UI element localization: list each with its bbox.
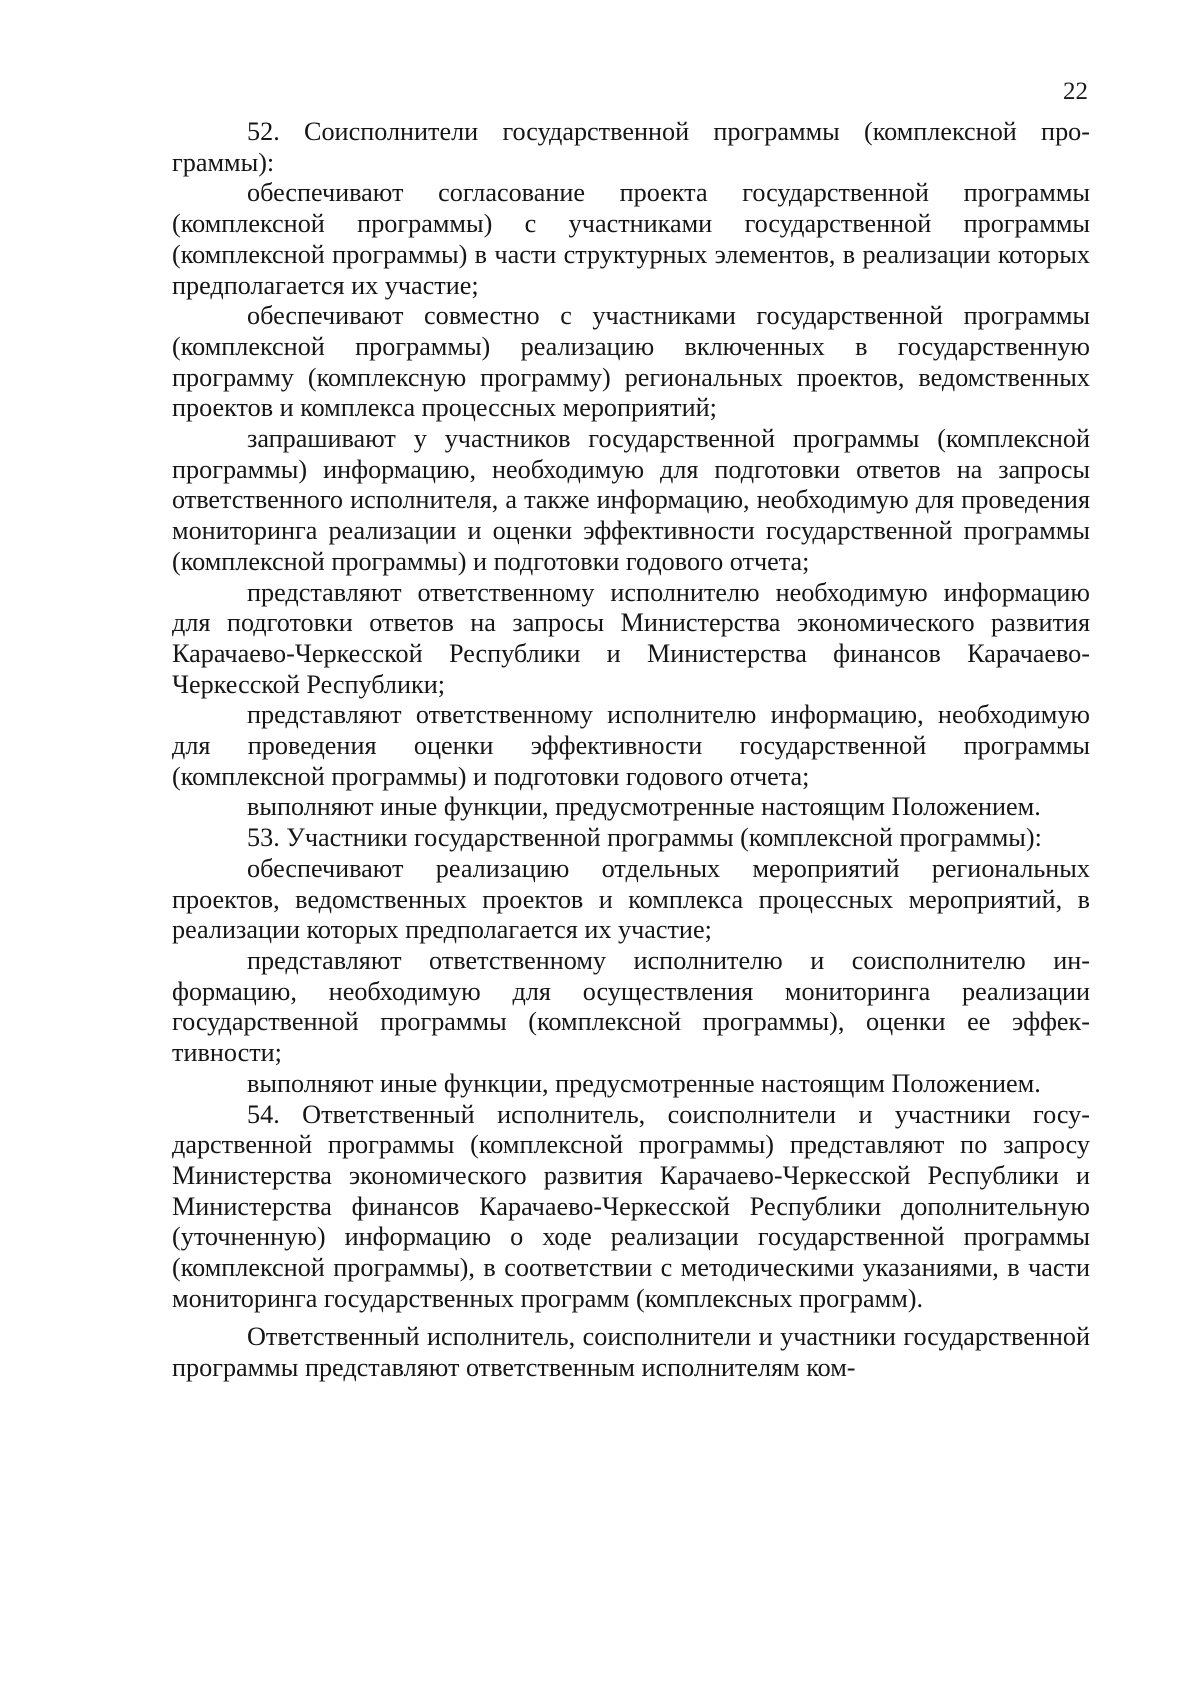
paragraph: обеспечивают согласование проекта государственной программы (комплексной программы) с участниками государственной программы (комплексной программы) в части структурных элементов, в реализации которых предполагается их участие; xyxy=(172,178,1090,300)
document-body xyxy=(172,117,1090,1384)
paragraph: обеспечивают совместно с участниками государственной программы (комплексной программы) реализацию включенных в государственную программу (комплексную программу) региональных проектов, ведомственных проектов и комплекса процессных мероприятий; xyxy=(172,301,1090,423)
paragraph-53: 53. Участники государственной программы (комплексной программы): xyxy=(247,823,1042,853)
paragraph: запрашивают у участников государственной программы (комплексной программы) информацию, необходимую для подготовки ответов на запросы ответственного исполнителя, а также информацию, необходимую для проведения мониторинга реализации и оценки эффективности государственной программы (комплексной программы) и подготовки годового отчета; xyxy=(172,424,1090,576)
paragraph: выполняют иные функции, предусмотренные настоящим Положением. xyxy=(247,792,1041,822)
paragraph: обеспечивают реализацию отдельных мероприятий региональных проектов, ведомственных проектов и комплекса процессных мероприятий, в реализации которых предполагается их участие; xyxy=(172,853,1090,945)
paragraph: Ответственный исполнитель, соисполнители и участники государственной программы представляют ответственным исполнителям ком- xyxy=(172,1322,1090,1383)
paragraph-52: 52. Соисполнители государственной программы (комплексной программы): xyxy=(172,117,1090,177)
paragraph: выполняют иные функции, предусмотренные настоящим Положением. xyxy=(247,1068,1041,1098)
paragraph-54: 54. Ответственный исполнитель, соисполнители и участники государственной программы (комплексной программы) представляют по запросу Министерства экономического развития Карачаево-Черкесской Республики и Министерства финансов Карачаево-Черкесской Республики дополнительную (уточненную) информацию о ходе реализации государственной программы (комплексной программы), в соответствии с методическими указаниями, в части мониторинга государственных программ (комплексных программ). xyxy=(172,1099,1090,1313)
paragraph: представляют ответственному исполнителю и соисполнителю информацию, необходимую для осуществления мониторинга реализации государственной программы (комплексной программы), оценки ее эффективности; xyxy=(172,945,1090,1068)
paragraph: представляют ответственному исполнителю необходимую информацию для подготовки ответов на запросы Министерства экономического развития Карачаево-Черкесской Республики и Министерства финансов Карачаево-Черкесской Республики; xyxy=(172,577,1090,699)
paragraph: представляют ответственному исполнителю информацию, необходимую для проведения оценки эффективности государственной программы (комплексной программы) и подготовки годового отчета; xyxy=(172,700,1090,791)
page-number: 22 xyxy=(1063,78,1088,105)
